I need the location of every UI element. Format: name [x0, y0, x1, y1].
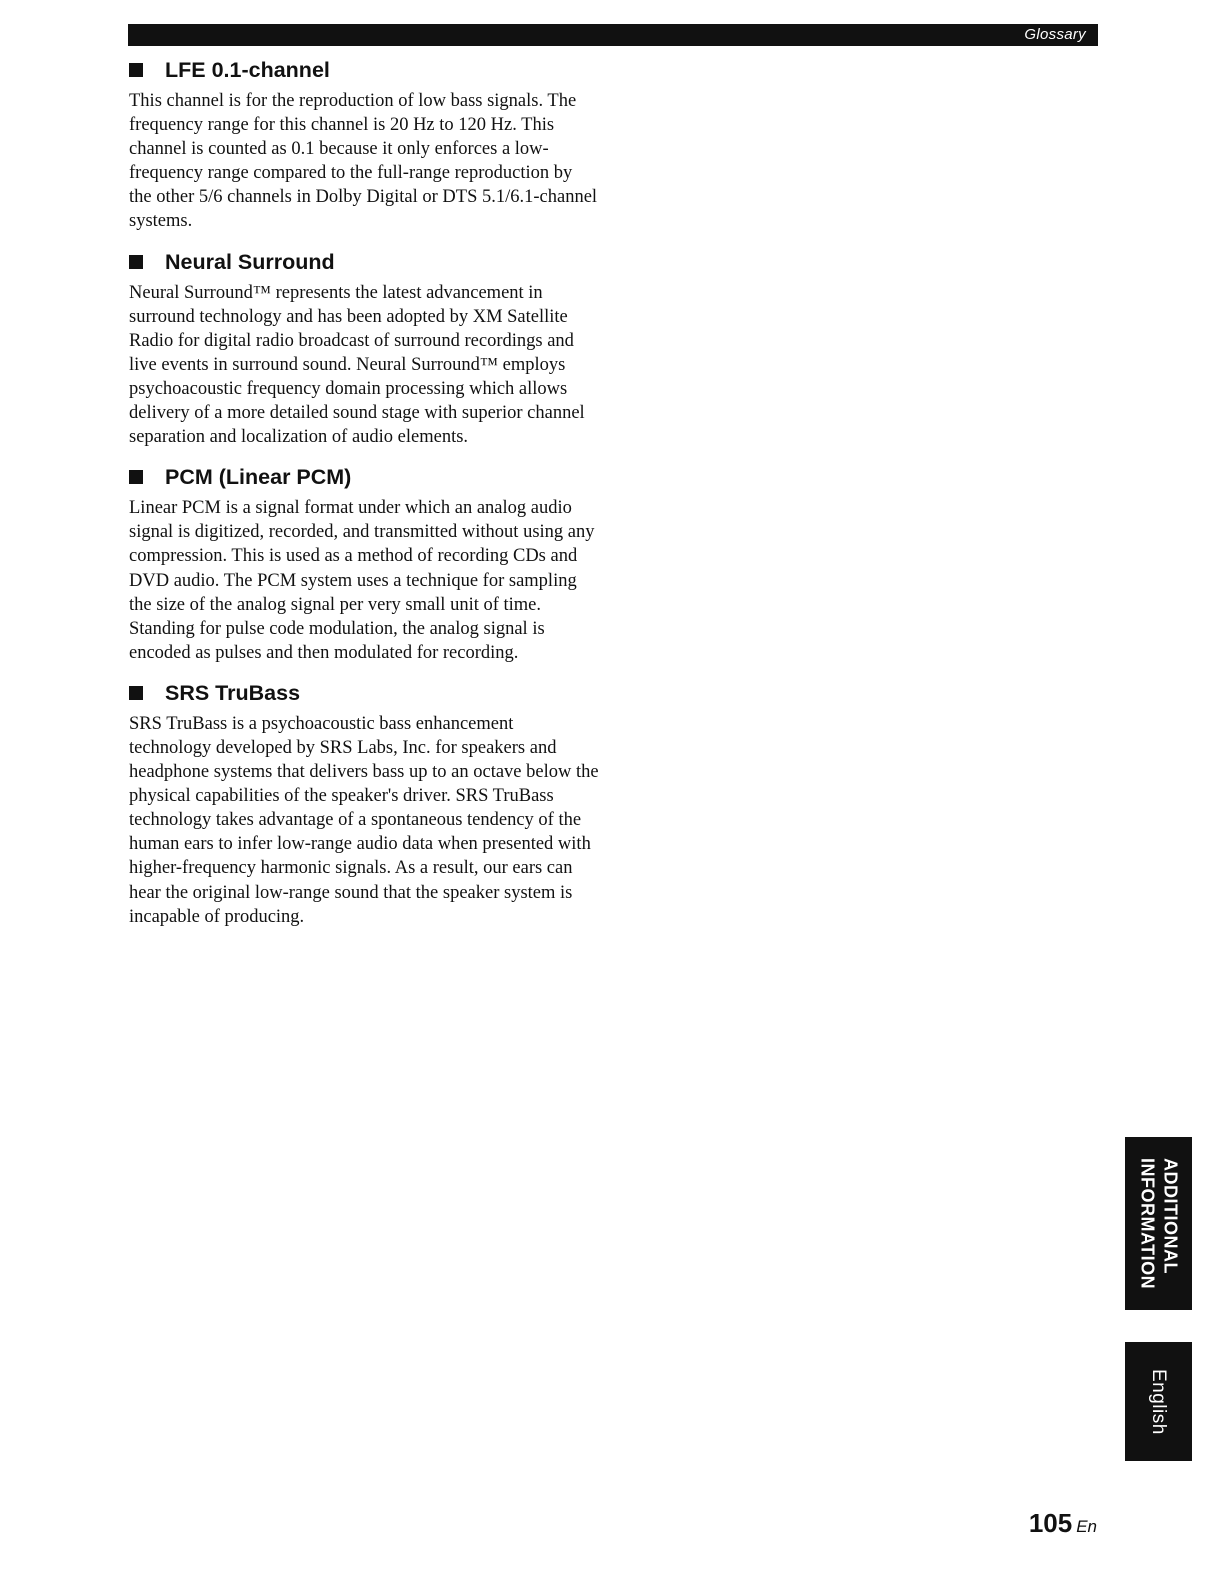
- header-bar: [128, 24, 1098, 46]
- section-heading: [129, 248, 599, 276]
- bullet-square-icon: [129, 255, 143, 269]
- page-number: [1029, 1508, 1097, 1539]
- section-heading: [129, 56, 599, 84]
- page-number-value: 105: [1028, 1508, 1073, 1538]
- section-heading: [129, 679, 599, 707]
- page-language-code: En: [1076, 1517, 1097, 1536]
- bullet-square-icon: [129, 63, 143, 77]
- section-heading-text: Neural Surround: [165, 249, 335, 274]
- glossary-tab-label: Glossary: [1024, 26, 1086, 43]
- section-body: This channel is for the reproduction of low bass signals. The frequency range for this channel is 20 Hz to 120 Hz. This channel is counted as 0.1 because it only enforces a low-frequency range compared to the full-range reproduction by the other 5/6 channels in Dolby Digital or DTS 5.1/6.1-channel systems.: [129, 91, 598, 232]
- glossary-section-srs-trubass: [129, 679, 599, 929]
- side-tab-additional-line1: ADDITIONAL: [1160, 1157, 1181, 1274]
- glossary-content: [129, 56, 599, 943]
- glossary-section-pcm: [129, 463, 599, 665]
- side-tab-english-label: English: [1148, 1368, 1169, 1435]
- side-tab-additional-information[interactable]: [1125, 1137, 1192, 1310]
- section-heading-text: PCM (Linear PCM): [165, 465, 352, 490]
- side-tab-english[interactable]: [1125, 1342, 1192, 1461]
- section-heading-text: SRS TruBass: [165, 680, 301, 705]
- bullet-square-icon: [129, 470, 143, 484]
- section-body: SRS TruBass is a psychoacoustic bass enhancement technology developed by SRS Labs, Inc. for speakers and headphone systems that delivers bass up to an octave below the physical capabilities of the speaker's driver. SRS TruBass technology takes advantage of a spontaneous tendency of the human ears to infer low-range audio data when presented with higher-frequency harmonic signals. As a result, our ears can hear the original low-range sound that the speaker system is incapable of producing.: [129, 713, 599, 927]
- section-body: Neural Surround™ represents the latest advancement in surround technology and has been adopted by XM Satellite Radio for digital radio broadcast of surround recordings and live events in surround sound. Neural Surround™ employs psychoacoustic frequency domain processing which allows delivery of a more detailed sound stage with superior channel separation and localization of audio elements.: [129, 282, 585, 448]
- section-body: Linear PCM is a signal format under which an analog audio signal is digitized, recorded, and transmitted without using any compression. This is used as a method of recording CDs and DVD audio. The PCM system uses a technique for sampling the size of the analog signal per very small unit of time. Standing for pulse code modulation, the analog signal is encoded as pulses and then modulated for recording.: [129, 498, 595, 663]
- glossary-section-lfe: [129, 56, 599, 234]
- side-tab-additional-label: [1136, 1158, 1182, 1289]
- section-heading: [129, 463, 599, 491]
- glossary-section-neural-surround: [129, 248, 599, 450]
- section-heading-text: LFE 0.1-channel: [165, 58, 330, 82]
- side-tab-additional-line2: INFORMATION: [1137, 1157, 1158, 1290]
- bullet-square-icon: [129, 686, 143, 700]
